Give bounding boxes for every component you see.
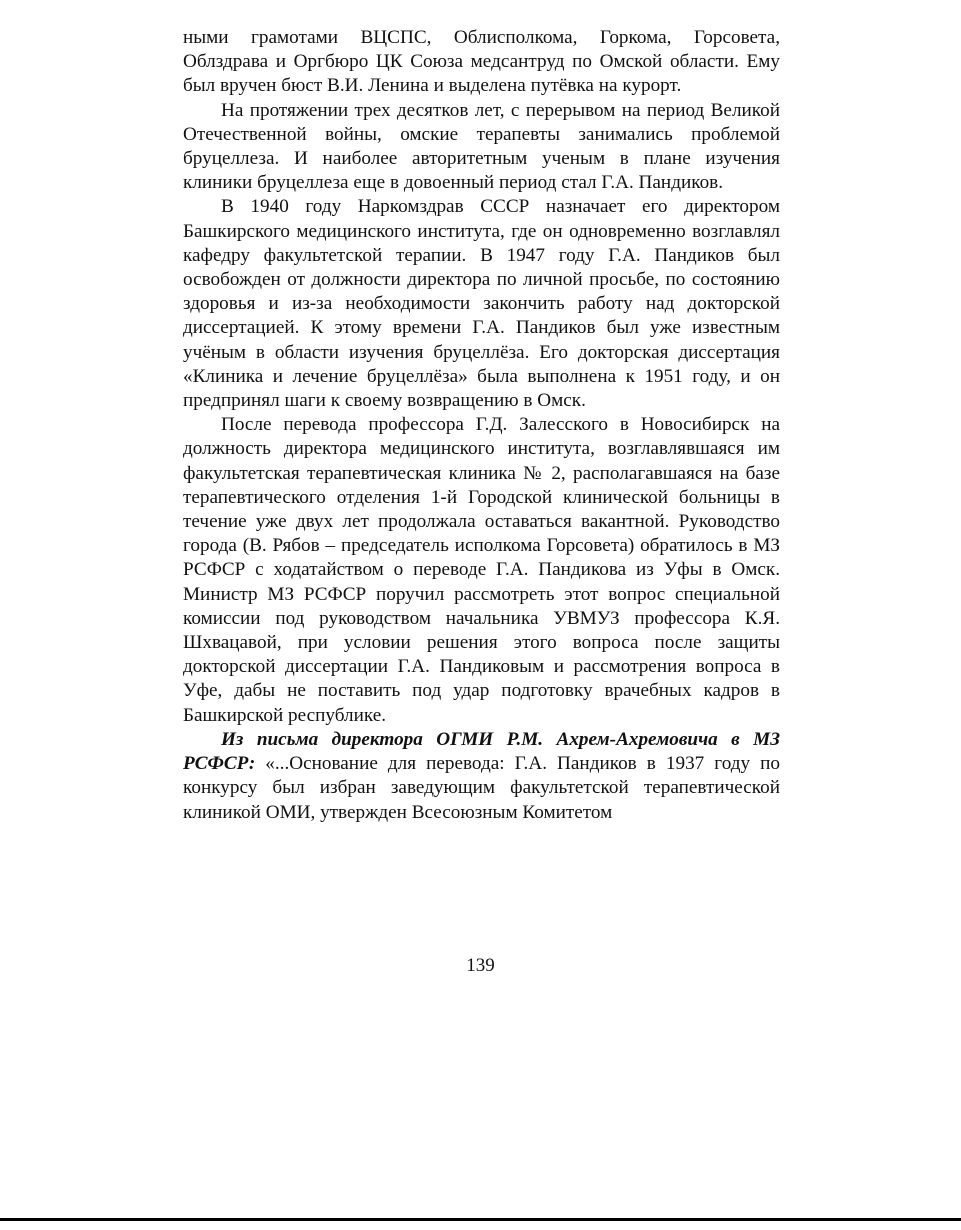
paragraph-4 <box>183 413 780 728</box>
paragraph-5 <box>183 728 780 825</box>
paragraph-3-text: В 1940 году Наркомздрав СССР назначает его директором Башкирского медицинского института, где он одновременно возглавлял кафедру факультетской терапии. В 1947 году Г.А. Пандиков был освобожден от должности директора по личной просьбе, по состоянию здоровья и из-за необходимости закончить работу над докторской диссертацией. К этому времени Г.А. Пандиков был уже известным учёным в области изучения бруцеллёза. Его докторская диссертация «Клиника и лечение бруцеллёза» была выполнена к 1951 году, и он предпринял шаги к своему возвращению в Омск. <box>183 196 780 412</box>
paragraph-5-text: «...Основание для перевода: Г.А. Пандиков в 1937 году по конкурсу был избран заведующим факультетской терапевтической клиникой ОМИ, утвержден Всесоюзным Комитетом <box>183 753 780 823</box>
paragraph-3 <box>183 195 780 413</box>
paragraph-2 <box>183 99 780 196</box>
paragraph-1-text: ными грамотами ВЦСПС, Облисполкома, Горкома, Горсовета, Облздрава и Оргбюро ЦК Союза медсантруд по Омской области. Ему был вручен бюст В.И. Ленина и выделена путёвка на курорт. <box>183 27 780 97</box>
letter-lead-in: Из письма директора ОГМИ Р.М. Ахрем-Ахремовича в МЗ РСФСР: <box>183 728 780 775</box>
page-body <box>183 26 780 825</box>
paragraph-4-text: После перевода профессора Г.Д. Залесского в Новосибирск на должность директора медицинского института, возглавлявшаяся им факультетская терапевтическая клиника № 2, располагавшаяся на базе терапевтического отделения 1-й Городской клинической больницы в течение уже двух лет продолжала оставаться вакантной. Руководство города (В. Рябов – председатель исполкома Горсовета) обратилось в МЗ РСФСР с ходатайством о переводе Г.А. Пандикова из Уфы в Омск. Министр МЗ РСФСР поручил рассмотреть этот вопрос специальной комиссии под руководством начальника УВМУЗ профессора К.Я. Шхвацавой, при условии решения этого вопроса после защиты докторской диссертации Г.А. Пандиковым и рассмотрения вопроса в Уфе, дабы не поставить под удар подготовку врачебных кадров в Башкирской республике. <box>183 414 780 726</box>
page-number: 139 <box>466 955 495 976</box>
bottom-border <box>0 1218 961 1221</box>
paragraph-1 <box>183 26 780 99</box>
paragraph-2-text: На протяжении трех десятков лет, с перерывом на период Великой Отечественной войны, омские терапевты занимались проблемой бруцеллеза. И наиболее авторитетным ученым в плане изучения клиники бруцеллеза еще в довоенный период стал Г.А. Пандиков. <box>183 99 780 194</box>
